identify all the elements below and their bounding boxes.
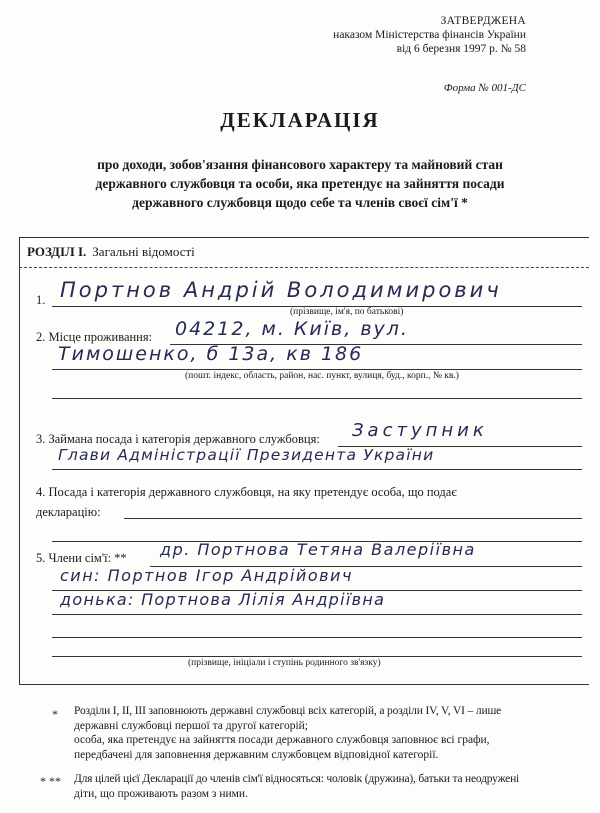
form-number: Форма № 001-ДС xyxy=(443,82,526,94)
footnote-2 xyxy=(74,772,582,801)
footnote-1-line-2: державні службовці першої та другої категорій; xyxy=(74,719,309,732)
field-1-number: 1. xyxy=(36,293,46,307)
section-heading xyxy=(27,244,195,260)
field-2-handwriting-2: Тимошенко, б 13а, кв 186 xyxy=(58,343,364,365)
field-3-handwriting-1: Заступник xyxy=(352,420,488,441)
field-4-label-2: декларацію: xyxy=(36,505,101,519)
field-2-handwriting-1: 04212, м. Київ, вул. xyxy=(175,318,409,340)
approval-title: ЗАТВЕРДЖЕНА xyxy=(440,15,526,27)
subtitle-line-2: державного службовця та особи, яка претендує на зайняття посади xyxy=(95,176,505,191)
section-divider xyxy=(19,267,589,268)
subtitle-line-3: державного службовця щодо себе та членів своєї сім'ї * xyxy=(132,195,468,210)
field-5-line-3[interactable] xyxy=(52,614,582,615)
footnote-2-marker: * ** xyxy=(40,774,61,788)
approval-line-2: від 6 березня 1997 р. № 58 xyxy=(396,43,526,55)
field-5-handwriting-2: син: Портнов Ігор Андрійович xyxy=(60,566,353,585)
field-4-line-1[interactable] xyxy=(124,518,582,519)
document-title: ДЕКЛАРАЦІЯ xyxy=(220,108,380,132)
field-1-hint: (прізвище, ім'я, по батькові) xyxy=(290,307,404,317)
field-2-label: 2. Місце проживання: xyxy=(36,330,153,344)
field-2-line-2[interactable] xyxy=(52,369,582,370)
field-3-label: 3. Займана посада і категорія державного службовця: xyxy=(36,432,320,446)
field-2-line-3[interactable] xyxy=(52,398,582,399)
field-5-handwriting-1: др. Портнова Тетяна Валеріївна xyxy=(160,540,476,559)
footnote-1-line-1: Розділи І, ІІ, ІІІ заповнюють державні службовці всіх категорій, а розділи IV, V, VI – лише xyxy=(74,705,502,717)
approval-block xyxy=(333,14,526,56)
document-subtitle xyxy=(30,155,570,212)
field-5-line-4[interactable] xyxy=(52,637,582,638)
footnote-1-line-4: передбачені для заповнення державним службовцем відповідної категорії. xyxy=(74,748,439,761)
field-3-handwriting-2: Глави Адміністрації Президента України xyxy=(58,446,435,464)
field-3-line-2[interactable] xyxy=(52,469,582,470)
field-5-hint: (прізвище, ініціали і ступінь родинного зв'язку) xyxy=(188,658,381,668)
field-2-hint: (пошт. індекс, область, район, нас. пункт, вулиця, буд., корп., № кв.) xyxy=(185,371,459,381)
footnote-1-line-3: особа, яка претендує на зайняття посади державного службовця заповнює всі графи, xyxy=(74,734,490,746)
field-5-label: 5. Члени сім'ї: ** xyxy=(36,551,127,565)
approval-line-1: наказом Міністерства фінансів України xyxy=(333,29,526,41)
subtitle-line-1: про доходи, зобов'язання фінансового характеру та майновий стан xyxy=(97,157,503,172)
field-5-line-5[interactable] xyxy=(52,656,582,657)
section-label: РОЗДІЛ І. xyxy=(27,244,87,259)
footnote-1 xyxy=(74,704,582,762)
footnote-2-line-1: Для цілей цієї Декларації до членів сім'ї відносяться: чоловік (дружина), батьки та неодружені xyxy=(74,773,520,785)
field-1-handwriting: Портнов Андрій Володимирович xyxy=(60,278,502,302)
section-title: Загальні відомості xyxy=(92,244,195,259)
footnote-2-line-2: діти, що проживають разом з ними. xyxy=(74,787,248,800)
field-5-handwriting-3: донька: Портнова Лілія Андріївна xyxy=(60,590,386,609)
field-4-label-1: 4. Посада і категорія державного службовця, на яку претендує особа, що подає xyxy=(36,485,457,499)
footnote-1-marker: * xyxy=(52,707,58,721)
